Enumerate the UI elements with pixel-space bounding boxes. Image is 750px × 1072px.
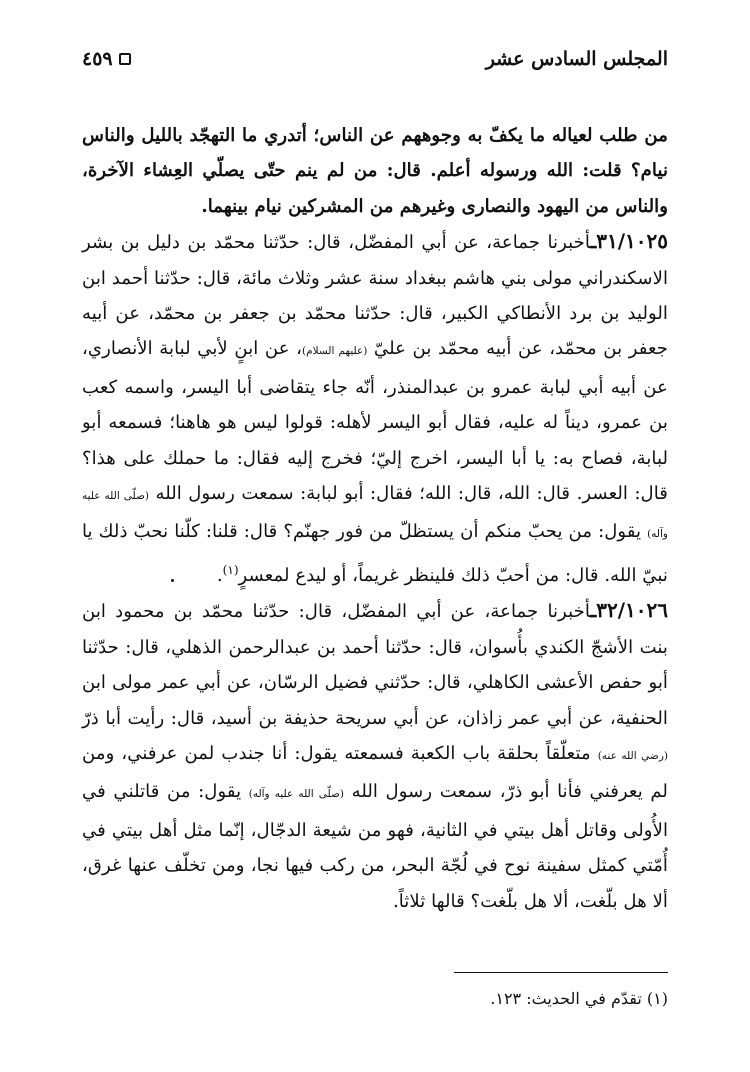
stray-dot-mark [171, 579, 174, 582]
hadith-number: ٣٢/١٠٢٦ـ [590, 598, 668, 623]
paragraph-text: قلت: الله ورسوله أعلم. قال: من لم ينم حتّى يصلّي العِشاء الآخرة، والناس من اليهود والنصارى وغيرهم من المشركين نيام بينهما. [82, 160, 668, 217]
honorific-text: (رضي الله عنه) [597, 749, 668, 762]
paragraph-text: يقول: من يحبّ منكم أن يستظلّ من فور جهنّم؟ قال: قلنا: كلّنا نحبّ ذلك يا نبيّ الله. قال: من أحبّ ذلك فلينظر غريماً، أو ليدع لمعسرٍ [82, 521, 668, 586]
page-header [82, 44, 668, 74]
paragraph-text: . [216, 564, 223, 586]
page-number-block [82, 48, 131, 70]
paragraph-text: أخبرنا جماعة، عن أبي المفضّل، قال: حدّثنا محمّد بن محمود ابن بنت الأشجّ الكندي بأُسوان، قال: حدّثنا أحمد بن عبدالرحمن الذهلي، قال: حدّثنا أبو حفص الأعشى الكاهلي، قال: حدّثني فضيل الرسّان، عن أبي عمر مولى ابن الحنفية، عن أبي عمر زاذان، عن أبي سريحة حذيفة بن أسيد، قال: رأيت أبا ذرّ [82, 601, 668, 729]
paragraph-1 [82, 118, 668, 224]
footnote-ref: (١) [222, 562, 239, 577]
honorific-text: (صلّى الله عليه وآله) [248, 788, 345, 801]
paragraph-text: متعلّقاً بحلقة باب الكعبة فسمعته يقول: أنا جندب لمن عرفني، ومن لم يعرفني فأنا أبو ذرّ، سمعت رسول الله [82, 742, 668, 803]
footnote-separator [454, 972, 668, 973]
paragraph-text: من طلب لعياله ما يكفّ به وجوههم عن الناس؛ أتدري ما التهجّد بالليل والناس نيام؟ [82, 125, 669, 182]
page-number: ٤٥٩ [82, 48, 113, 70]
honorific-text: (عليهم السلام) [302, 345, 368, 358]
footnote: (١) تقدّم في الحديث: ١٢٣. [490, 989, 668, 1008]
honorific-text: (صلّى الله عليه وآله) [82, 490, 668, 541]
running-title: المجلس السادس عشر [485, 48, 668, 70]
hadith-number: ٣١/١٠٢٥ـ [590, 229, 668, 254]
paragraph-2 [82, 224, 668, 593]
square-box-icon [119, 53, 131, 65]
paragraph-text: يقول: من قاتلني في الأُولى وقاتل أهل بيتي في الثانية، فهو من شيعة الدجّال، إنّما مثل أهل بيتي في أُمّتي كمثل سفينة نوح في لُجّة البحر، من ركب فيها نجا، ومن تخلّف عنها غرق، ألا هل بلّغت، ألا هل بلّغت؟ قالها ثلاثاً. [82, 781, 668, 912]
paragraph-3 [82, 593, 668, 919]
paragraph-text: أخبرنا جماعة، عن أبي المفضّل، قال: حدّثنا محمّد بن دليل بن بشر الاسكندراني مولى بني هاشم ببغداد سنة عشر وثلاث مائة، قال: حدّثنا أحمد ابن الوليد بن برد الأنطاكي الكبير، قال: حدّثنا محمّد بن جعفر بن محمّد، عن أبيه جعفر بن محمّد، عن أبيه محمّد بن عليّ [82, 232, 668, 360]
paragraph-text: ، عن ابنٍ لأبي لبابة الأنصاري، عن أبيه أبي لبابة عمرو بن عبدالمنذر، أنّه جاء يتقاضى أبا اليسر، واسمه كعب بن عمرو، ديناً له عليه، فقال أبو اليسر لأهله: قولوا ليس هو هاهنا؛ فسمعه أبو لبابة، فصاح به: يا أبا اليسر، اخرج إليّ؛ فخرج إليه فقال: ما حملك على هذا؟ قال: العسر. قال: الله، قال: الله؛ فقال: أبو لبابة: سمعت رسول الله [82, 338, 668, 505]
body-text [82, 118, 668, 919]
